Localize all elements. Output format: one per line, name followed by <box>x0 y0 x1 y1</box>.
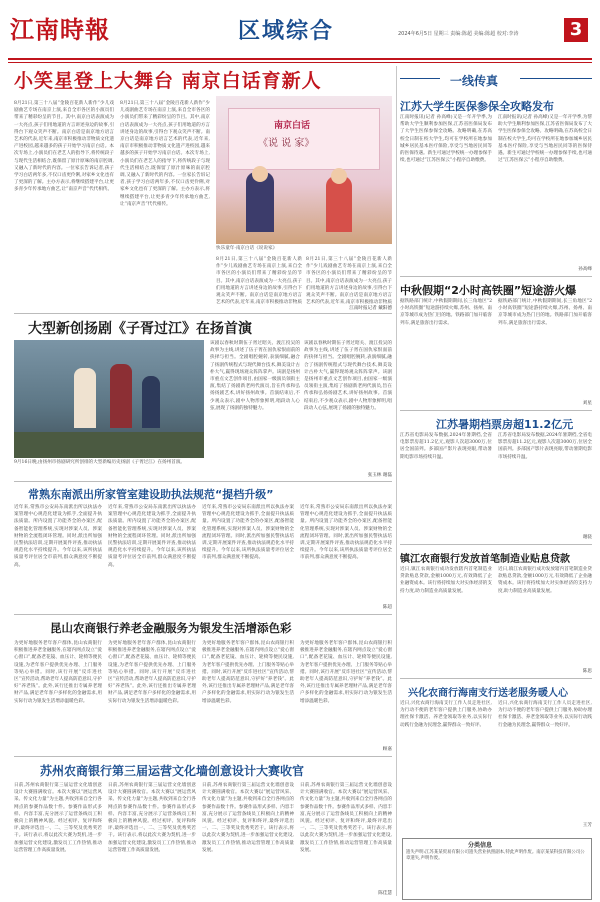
section-divider <box>14 481 392 482</box>
sidebar-item-body: 江南时报讯(记者 孙高峰)又是一年开学季,为帮助大学生顺利参加医保,江苏省医保局发布了大学生医保参保全攻略。攻略明确,在苏高校全日制在校大学生,均可在学校所在地参加城乡居民基本医疗保险,享受与当地居民同等的医保待遇。新生可通过学校统一办理参保手续,也可通过“江苏医保云”小程序自助缴费。 <box>400 115 492 164</box>
stage-banner-subtitle: 《说 说 家》 <box>258 138 315 149</box>
classified-ad-text: 遗失声明:江苏某某贸易有限公司遗失营业执照副本,特此声明作废。南京某某科技有限公司公章遗失,声明作废。 <box>406 850 585 861</box>
issue-info: 2024年6月5日 星期三 责编:陈超 美编:陈超 校对:李涛 <box>398 31 519 37</box>
lead-photo <box>216 96 392 244</box>
newspaper-logo: 江南時報 <box>10 15 110 44</box>
sidebar-item-headline: 江苏暑期档票房超11.2亿元 <box>436 418 574 431</box>
kunshan-body-col4: 为更好地服务老年客户群体,昆山农商银行积极推进养老金融服务,在辖内网点设立“爱心窗口”,配备老花镜、血压计、轮椅等便民设施,为老年客户提供优先办理、上门服务等贴心举措。同时,该行开展“反诈进社区”宣传活动,帮助老年人提高防范意识,守护好“养老钱”。此外,该行还推出专属养老理财产品,满足老年客户多样化的金融需求,用实际行动为银发生活增添温暖色彩。 <box>300 641 392 704</box>
sidebar-item-body: 近日,镇江农商银行成功发放辖内首笔制造业贷款贴息贷款,金额1000万元,有效降低了企业融资成本。该行将持续加大对实体经济的支持力度,助力制造业高质量发展。 <box>400 567 492 594</box>
lead-byline: 江南时报记者 戴阳德 <box>349 306 392 311</box>
kunshan-body-col3: 为更好地服务老年客户群体,昆山农商银行积极推进养老金融服务,在辖内网点设立“爱心窗口”,配备老花镜、血压计、轮椅等便民设施,为老年客户提供优先办理、上门服务等贴心举措。同时,该行开展“反诈进社区”宣传活动,帮助老年人提高防范意识,守护好“养老钱”。此外,该行还推出专属养老理财产品,满足老年客户多样化的金融需求,用实际行动为银发生活增添温暖色彩。 <box>202 641 294 704</box>
section-title: 区域综合 <box>238 19 335 44</box>
kunshan-byline: 顾嘉 <box>382 747 392 752</box>
sidebar-item-headline: 江苏大学生医保参保全攻略发布 <box>400 100 554 113</box>
sidebar-item-byline: 刘星 <box>582 401 592 406</box>
stage-banner-title: 南京白话 <box>274 121 311 131</box>
changshu-body-col3: 近年来,常熟市公安局东南派出所以执法办案管理中心规范化建设为抓手,全面提升执法质量。所内设置了功能齐全的办案区,配备智能化管理系统,实现对涉案人员、涉案财物的全流程闭环管理。同时,派出所加强民警执法培训,定期开展案件评查,推动执法规范化水平持续提升。今年以来,该所执法质量考评位居全市前列,群众满意度不断提高。 <box>202 505 294 561</box>
column-separator <box>396 66 397 896</box>
section-divider <box>14 756 392 757</box>
kunshan-body-col2: 为更好地服务老年客户群体,昆山农商银行积极推进养老金融服务,在辖内网点设立“爱心窗口”,配备老花镜、血压计、轮椅等便民设施,为老年客户提供优先办理、上门服务等贴心举措。同时,该行开展“反诈进社区”宣传活动,帮助老年人提高防范意识,守护好“养老钱”。此外,该行还推出专属养老理财产品,满足老年客户多样化的金融需求,用实际行动为银发生活增添温暖色彩。 <box>108 641 196 704</box>
actor-figure <box>74 368 96 428</box>
page-number: 3 <box>564 18 588 42</box>
lead-body-col2: 8月21日,第三十八届“金陵百花新人新作”少儿戏剧曲艺专场在南京上演,来自全市各区的小演员们带来了精彩纷呈的节目。其中,南京白话表演成为一大亮点,孩子们用地道的方言讲述身边的故事,引得台下观众笑声不断。南京白话是南京地方语言艺术的代表,近年来,南京市积极推动非物质文化遗产进校园,越来越多的孩子开始学习南京白话。本次专场上,小演员们在老艺人的指导下,将传统段子与现代生活相结合,既保留了原汁原味的南京腔调,又融入了新时代的内容。一位家长告诉记者,孩子学习白话两年多,不仅口齿更伶俐,对家乡文化也有了更深的了解。主办方表示,将继续搭建平台,让更多青少年传承地方曲艺,让“南京声音”代代相传。 <box>120 101 210 207</box>
sidebar-item-headline: 中秋假期“2小时高铁圈”短途游火爆 <box>400 284 577 297</box>
suzhou-headline: 苏州农商银行第三届运营文化墙创意设计大赛收官 <box>40 764 305 778</box>
suzhou-body-col1: 日前,苏州农商银行第三届运营文化墙创意设计大赛圆满收官。本次大赛以“展运营风采、传文化力量”为主题,共收到来自全行各网点的参赛作品数十件。参赛作品形式多样、内容丰富,充分展示了运营条线员工积极向上的精神风貌。经过初评、复评和终评,最终评选出一、二、三等奖及优秀奖若干。该行表示,将以此次大赛为契机,进一步加强运营文化建设,激发员工工作热情,推动运营管理工作高质量发展。 <box>14 783 102 853</box>
sidebar-title-rule <box>400 78 440 79</box>
opera-byline: 张玉林 谢磊 <box>367 473 392 478</box>
lead-headline: 小笑星登上大舞台 南京白话育新人 <box>14 70 322 92</box>
sidebar-item-body: 近日,兴化农商行海南支行工作人员走进社区,为行动不便的老年客户提供上门服务,协助办理社保卡激活、养老金领取等业务,以实际行动践行金融为民理念,赢得群众一致好评。 <box>498 701 592 728</box>
section-divider <box>14 313 392 314</box>
sidebar-item-body: 据铁路部门统计,中秋假期期间,长三角地区“2小时高铁圈”短途游持续火爆,苏州、扬州、南京等城市成为热门目的地。铁路部门加开临客列车,满足旅客出行需求。 <box>400 299 492 326</box>
sidebar-item-headline: 兴化农商行海南支行送老服务暖人心 <box>408 688 568 699</box>
sidebar-item-byline: 孙高峰 <box>578 267 592 272</box>
sidebar-item-body: 江苏省电影局发布数据,2024年暑期档,全省电影票房超11.2亿元,观影人次超3000万,位居全国前列。多部国产影片表现亮眼,带动暑期电影市场持续升温。 <box>498 433 592 460</box>
performer-figure <box>326 176 352 232</box>
suzhou-byline: 陈佳慧 <box>378 891 392 896</box>
opera-photo <box>14 340 204 458</box>
changshu-body-col4: 近年来,常熟市公安局东南派出所以执法办案管理中心规范化建设为抓手,全面提升执法质量。所内设置了功能齐全的办案区,配备智能化管理系统,实现对涉案人员、涉案财物的全流程闭环管理。同时,派出所加强民警执法培训,定期开展案件评查,推动执法规范化水平持续提升。今年以来,该所执法质量考评位居全市前列,群众满意度不断提高。 <box>300 505 392 561</box>
actor-figure <box>142 376 160 428</box>
sidebar-item-headline: 镇江农商银行发放首笔制造业贴息贷款 <box>400 554 570 565</box>
kunshan-body-col1: 为更好地服务老年客户群体,昆山农商银行积极推进养老金融服务,在辖内网点设立“爱心窗口”,配备老花镜、血压计、轮椅等便民设施,为老年客户提供优先办理、上门服务等贴心举措。同时,该行开展“反诈进社区”宣传活动,帮助老年人提高防范意识,守护好“养老钱”。此外,该行还推出专属养老理财产品,满足老年客户多样化的金融需求,用实际行动为银发生活增添温暖色彩。 <box>14 641 102 704</box>
lead-body-col4: 8月21日,第三十八届“金陵百花新人新作”少儿戏剧曲艺专场在南京上演,来自全市各区的小演员们带来了精彩纷呈的节目。其中,南京白话表演成为一大亮点,孩子们用地道的方言讲述身边的故事,引得台下观众笑声不断。南京白话是南京地方语言艺术的代表,近年来,南京市积极推动非物质 <box>306 257 392 306</box>
sidebar-divider <box>400 410 592 411</box>
performer-head <box>331 168 347 184</box>
actor-figure <box>110 364 132 428</box>
sidebar-item-byline: 王芳 <box>582 823 592 828</box>
sidebar-item-body: 近日,镇江农商银行成功发放辖内首笔制造业贷款贴息贷款,金额1000万元,有效降低了企业融资成本。该行将持续加大对实体经济的支持力度,助力制造业高质量发展。 <box>498 567 592 594</box>
changshu-body-col2: 近年来,常熟市公安局东南派出所以执法办案管理中心规范化建设为抓手,全面提升执法质量。所内设置了功能齐全的办案区,配备智能化管理系统,实现对涉案人员、涉案财物的全流程闭环管理。同时,派出所加强民警执法培训,定期开展案件评查,推动执法规范化水平持续提升。今年以来,该所执法质量考评位居全市前列,群众满意度不断提高。 <box>108 505 196 568</box>
sidebar-item-body: 据铁路部门统计,中秋假期期间,长三角地区“2小时高铁圈”短途游持续火爆,苏州、扬州、南京等城市成为热门目的地。铁路部门加开临客列车,满足旅客出行需求。 <box>498 299 592 326</box>
changshu-body-col1: 近年来,常熟市公安局东南派出所以执法办案管理中心规范化建设为抓手,全面提升执法质量。所内设置了功能齐全的办案区,配备智能化管理系统,实现对涉案人员、涉案财物的全流程闭环管理。同时,派出所加强民警执法培训,定期开展案件评查,推动执法规范化水平持续提升。今年以来,该所执法质量考评位居全市前列,群众满意度不断提高。 <box>14 505 102 568</box>
performer-head <box>252 166 268 182</box>
classified-ad-title: 分类信息 <box>468 842 493 849</box>
sidebar-item-body: 江苏省电影局发布数据,2024年暑期档,全省电影票房超11.2亿元,观影人次超3000万,位居全国前列。多部国产影片表现亮眼,带动暑期电影市场持续升温。 <box>400 433 492 460</box>
sidebar-item-body: 江南时报讯(记者 孙高峰)又是一年开学季,为帮助大学生顺利参加医保,江苏省医保局发布了大学生医保参保全攻略。攻略明确,在苏高校全日制在校大学生,均可在学校所在地参加城乡居民基本医疗保险,享受与当地居民同等的医保待遇。新生可通过学校统一办理参保手续,也可通过“江苏医保云”小程序自助缴费。 <box>498 115 592 164</box>
suzhou-body-col4: 日前,苏州农商银行第三届运营文化墙创意设计大赛圆满收官。本次大赛以“展运营风采、传文化力量”为主题,共收到来自全行各网点的参赛作品数十件。参赛作品形式多样、内容丰富,充分展示了运营条线员工积极向上的精神风貌。经过初评、复评和终评,最终评选出一、二、三等奖及优秀奖若干。该行表示,将以此次大赛为契机,进一步加强运营文化建设,激发员工工作热情,推动运营管理工作高质量发展。 <box>300 783 392 853</box>
classified-ad-box <box>402 838 592 900</box>
changshu-byline: 陈超 <box>382 605 392 610</box>
lead-body-col3: 8月21日,第三十八届“金陵百花新人新作”少儿戏剧曲艺专场在南京上演,来自全市各区的小演员们带来了精彩纷呈的节目。其中,南京白话表演成为一大亮点,孩子们用地道的方言讲述身边的故事,引得台下观众笑声不断。南京白话是南京地方语言艺术的代表,近年来,南京市积极推动非物质 <box>216 257 302 306</box>
stage-floor <box>14 432 204 458</box>
opera-body-col2: 该剧以春秋时期伍子胥过昭关、渡江投吴的故事为主线,讲述了伍子胥在国仇家恨面前的抉择与担当。全剧唱腔婉转,表演细腻,融合了扬剧传统程式与现代舞台技术,舞美设计古朴大气,赢得现场观众阵阵掌声。该剧是扬州市重点文艺创作项目,由国家一级演员领衔主演,集结了扬剧新老两代演员,旨在传承和弘扬扬剧艺术,讲好扬州故事。首演结束后,不少观众表示,剧中人物形象鲜明,唱段动人心弦,展现了扬剧的独特魅力。 <box>304 341 392 411</box>
sidebar-item-byline: 谢骁 <box>582 535 592 540</box>
sidebar-title: 一线传真 <box>450 74 499 88</box>
section-divider <box>14 614 392 615</box>
lead-body-col1: 8月21日,第三十八届“金陵百花新人新作”少儿戏剧曲艺专场在南京上演,来自全市各区的小演员们带来了精彩纷呈的节目。其中,南京白话表演成为一大亮点,孩子们用地道的方言讲述身边的故事,引得台下观众笑声不断。南京白话是南京地方语言艺术的代表,近年来,南京市积极推动非物质文化遗产进校园,越来越多的孩子开始学习南京白话。本次专场上,小演员们在老艺人的指导下,将传统段子与现代生活相结合,既保留了原汁原味的南京腔调,又融入了新时代的内容。一位家长告诉记者,孩子学习白话两年多,不仅口齿更伶俐,对家乡文化也有了更深的了解。主办方表示,将继续搭建平台,让更多青少年传承地方曲艺,让“南京声音”代代相传。 <box>14 101 114 193</box>
sidebar-divider <box>400 276 592 277</box>
sidebar-item-body: 近日,兴化农商行海南支行工作人员走进社区,为行动不便的老年客户提供上门服务,协助办理社保卡激活、养老金领取等业务,以实际行动践行金融为民理念,赢得群众一致好评。 <box>400 701 492 728</box>
suzhou-body-col2: 日前,苏州农商银行第三届运营文化墙创意设计大赛圆满收官。本次大赛以“展运营风采、传文化力量”为主题,共收到来自全行各网点的参赛作品数十件。参赛作品形式多样、内容丰富,充分展示了运营条线员工积极向上的精神风貌。经过初评、复评和终评,最终评选出一、二、三等奖及优秀奖若干。该行表示,将以此次大赛为契机,进一步加强运营文化建设,激发员工工作热情,推动运营管理工作高质量发展。 <box>108 783 196 853</box>
opera-photo-caption: 9月16日晚,由扬州市扬剧研究所创排的大型新编历史扬剧《子胥过江》在扬州首演。 <box>14 460 186 465</box>
sidebar-title-rule <box>520 78 592 79</box>
changshu-headline: 常熟东南派出所家管室建设助执法规范“提档升级” <box>28 488 274 501</box>
sidebar-divider <box>400 678 592 679</box>
masthead-rule-thin <box>8 62 592 63</box>
suzhou-body-col3: 日前,苏州农商银行第三届运营文化墙创意设计大赛圆满收官。本次大赛以“展运营风采、传文化力量”为主题,共收到来自全行各网点的参赛作品数十件。参赛作品形式多样、内容丰富,充分展示了运营条线员工积极向上的精神风貌。经过初评、复评和终评,最终评选出一、二、三等奖及优秀奖若干。该行表示,将以此次大赛为契机,进一步加强运营文化建设,激发员工工作热情,推动运营管理工作高质量发展。 <box>202 783 294 853</box>
masthead-rule <box>8 58 592 60</box>
kunshan-headline: 昆山农商银行养老金融服务为银发生活增添色彩 <box>50 621 292 635</box>
lead-photo-caption: 快乐童年·南京白话《说说家》 <box>216 246 278 251</box>
sidebar-item-byline: 陈思 <box>582 669 592 674</box>
opera-body-col1: 该剧以春秋时期伍子胥过昭关、渡江投吴的故事为主线,讲述了伍子胥在国仇家恨面前的抉择与担当。全剧唱腔婉转,表演细腻,融合了扬剧传统程式与现代舞台技术,舞美设计古朴大气,赢得现场观众阵阵掌声。该剧是扬州市重点文艺创作项目,由国家一级演员领衔主演,集结了扬剧新老两代演员,旨在传承和弘扬扬剧艺术,讲好扬州故事。首演结束后,不少观众表示,剧中人物形象鲜明,唱段动人心弦,展现了扬剧的独特魅力。 <box>210 341 300 411</box>
opera-headline: 大型新创扬剧《子胥过江》在扬首演 <box>28 321 252 337</box>
sidebar-divider <box>400 544 592 545</box>
